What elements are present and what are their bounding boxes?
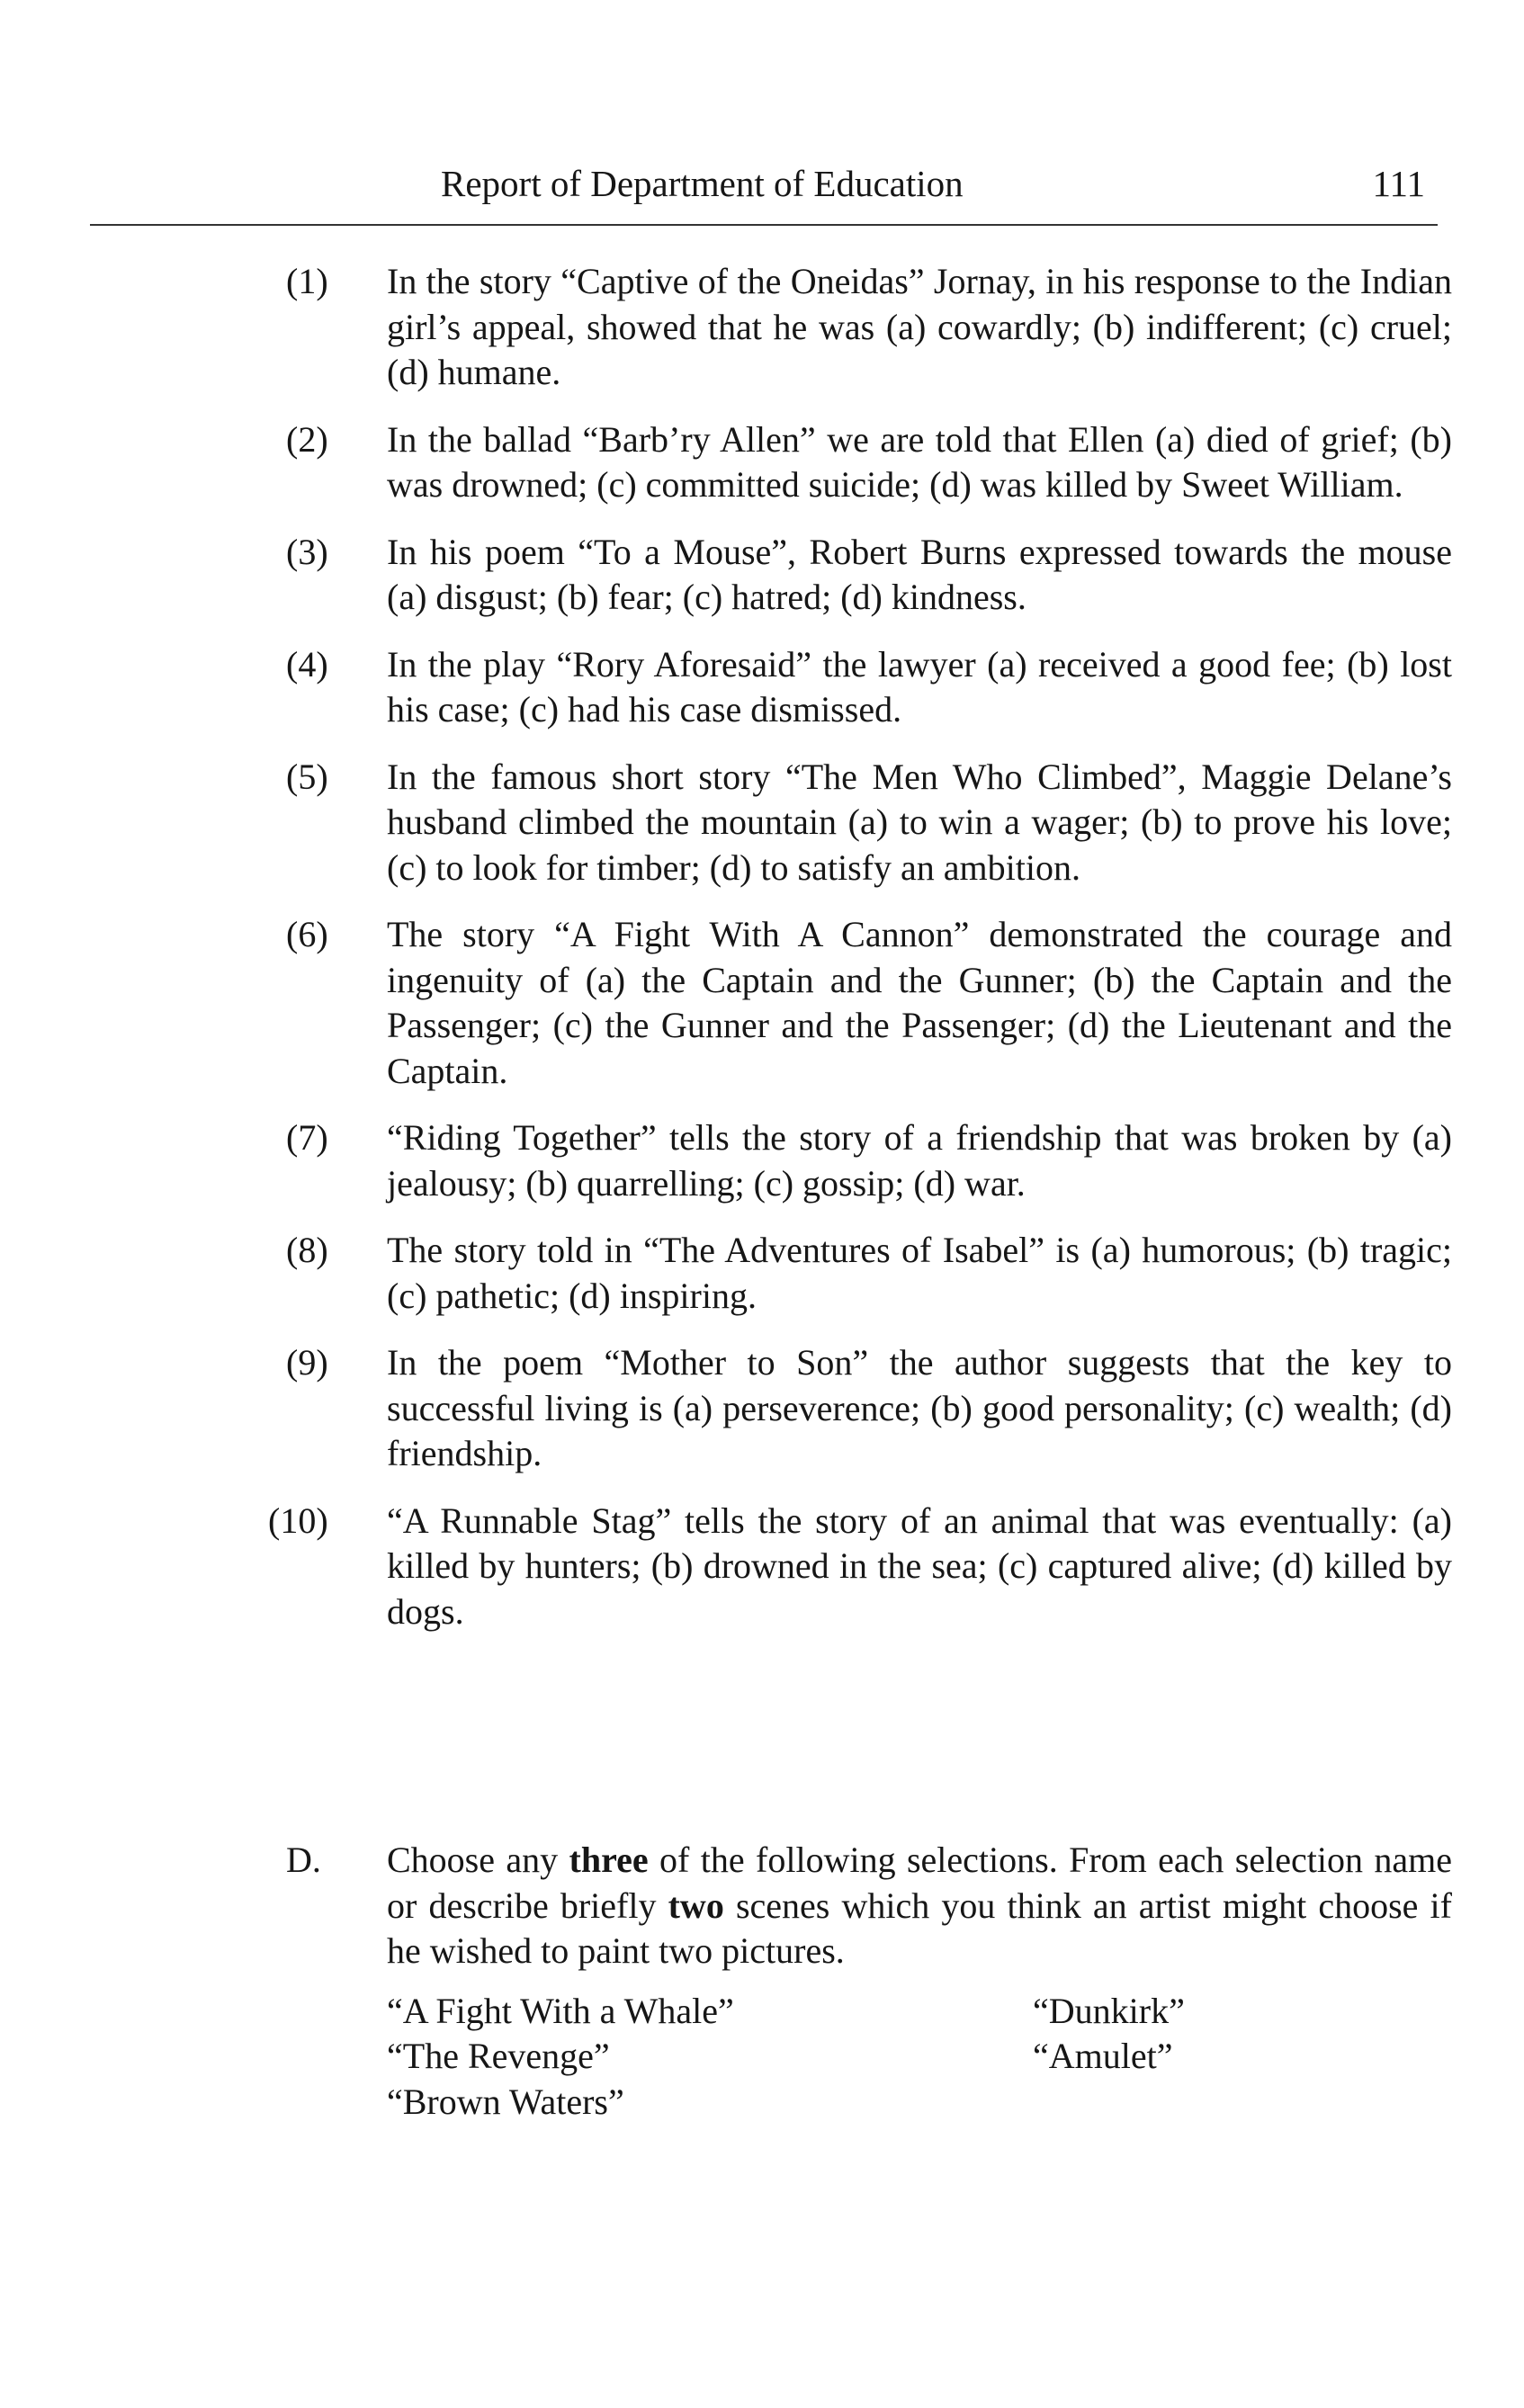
question-number: (7) [286, 1117, 328, 1158]
running-head-title: Report of Department of Education [441, 163, 964, 204]
selection-item: “Amulet” [1033, 2036, 1173, 2076]
selection-item: “A Fight With a Whale” [387, 1990, 734, 2031]
question-text: The story “A Fight With A Cannon” demonstrated the courage and ingenuity of (a) the Captain and the Gunner; (b) the Captain and the Passenger; (c) the Gunner and the Passenger; (d) the Lieutenant and the Captain. [387, 914, 1452, 1091]
question-number: (3) [286, 531, 328, 572]
selection-column-left [387, 1989, 734, 2126]
question-text: In the story “Captive of the Oneidas” Jornay, in his response to the Indian girl’s appeal, showed that he was (a) cowardly; (b) indifferent; (c) cruel; (d) humane. [387, 261, 1452, 392]
section-d [286, 1838, 1452, 2133]
question-item [286, 1340, 1452, 1477]
instruction-text-1: Choose any [387, 1840, 569, 1880]
question-text: In the famous short story “The Men Who Climbed”, Maggie Delane’s husband climbed the mountain (a) to win a wager; (b) to prove his love; (c) to look for timber; (d) to satisfy an ambition. [387, 756, 1452, 888]
question-text: In the play “Rory Aforesaid” the lawyer (a) received a good fee; (b) lost his case; (c) had his case dismissed. [387, 643, 1452, 730]
question-item [286, 1115, 1452, 1206]
question-text: The story told in “The Adventures of Isabel” is (a) humorous; (b) tragic; (c) pathetic; (d) inspiring. [387, 1230, 1452, 1316]
question-list [268, 259, 1452, 1656]
question-item [286, 755, 1452, 891]
question-text: “Riding Together” tells the story of a friendship that was broken by (a) jealousy; (b) quarrelling; (c) gossip; (d) war. [387, 1117, 1452, 1204]
emphasis-two: two [668, 1884, 724, 1926]
question-text: In the poem “Mother to Son” the author suggests that the key to successful living is (a) perseverence; (b) good personality; (c) wealth; (d) friendship. [387, 1342, 1452, 1473]
question-item [286, 1228, 1452, 1319]
question-item [268, 1499, 1452, 1635]
question-item [286, 259, 1452, 396]
section-label: D. [286, 1840, 321, 1880]
instruction-text-2: of the following selections. From each selection name or describe briefly [387, 1840, 1452, 1926]
selection-item: “Brown Waters” [387, 2081, 624, 2122]
header-rule [90, 224, 1438, 226]
instruction-text-3: scenes which you think an artist might choose if he wished to paint two pictures. [387, 1884, 1452, 1971]
question-item [286, 642, 1452, 733]
question-number: (5) [286, 756, 328, 797]
question-text: In the ballad “Barb’ry Allen” we are told that Ellen (a) died of grief; (b) was drowned; (c) committed suicide; (d) was killed by Sweet William. [387, 418, 1452, 505]
emphasis-three: three [569, 1840, 649, 1880]
selection-column-right [1033, 1989, 1185, 2080]
section-d-instructions [286, 1838, 1452, 1974]
question-number: (4) [286, 643, 328, 685]
question-number: (9) [286, 1342, 328, 1383]
question-number: (2) [286, 418, 328, 460]
question-item [286, 417, 1452, 508]
question-number: (8) [286, 1230, 328, 1270]
question-text: “A Runnable Stag” tells the story of an animal that was eventually: (a) killed by hunters; (b) drowned in the sea; (c) captured alive; (d) killed by dogs. [387, 1499, 1452, 1632]
selection-item: “Dunkirk” [1033, 1990, 1185, 2031]
question-number: (1) [286, 261, 328, 301]
question-item [286, 530, 1452, 621]
selection-item: “The Revenge” [387, 2036, 610, 2076]
question-text: In his poem “To a Mouse”, Robert Burns expressed towards the mouse (a) disgust; (b) fear; (c) hatred; (d) kindness. [387, 531, 1452, 617]
question-number: (6) [286, 914, 328, 954]
selection-list [286, 1989, 1452, 2133]
question-number: (10) [268, 1499, 328, 1541]
page-number: 111 [1372, 163, 1425, 204]
question-item [286, 912, 1452, 1094]
